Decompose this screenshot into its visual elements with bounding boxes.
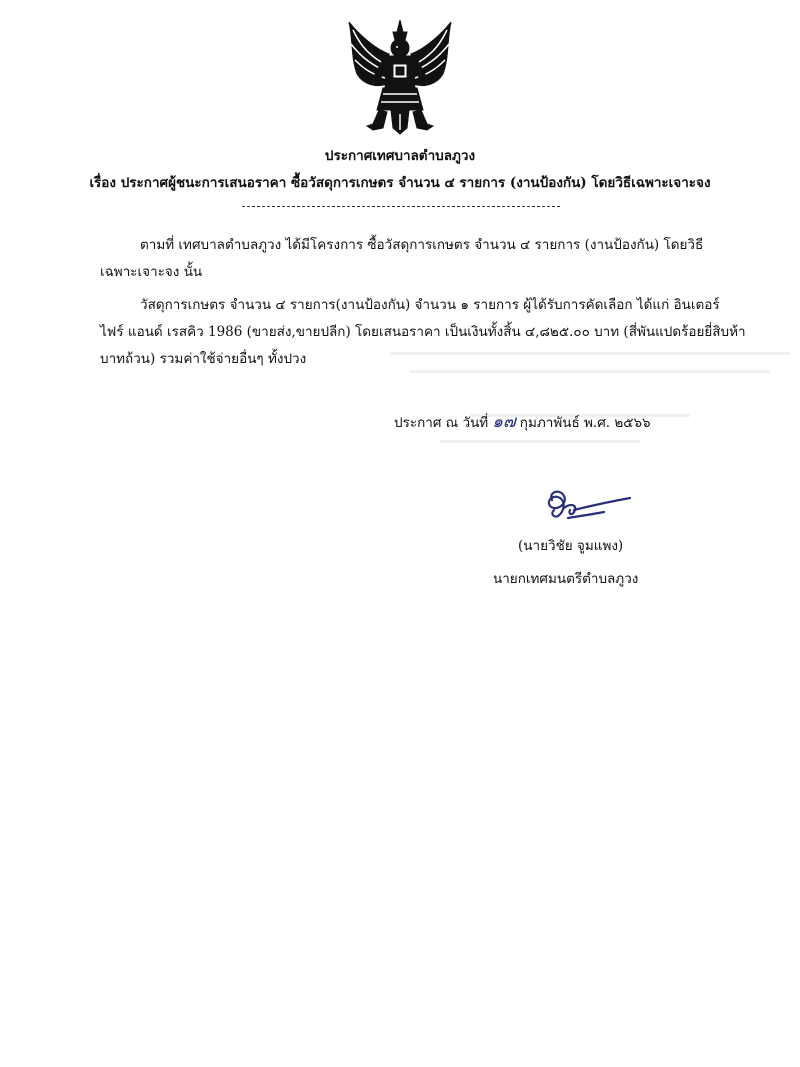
announcement-date <box>394 408 651 435</box>
signer-name: (นายวิชัย จูมแพง) <box>518 538 624 554</box>
date-day-handwritten: ๑๗ <box>492 412 516 432</box>
document-title: ประกาศเทศบาลตำบลภูวง <box>324 148 476 164</box>
body-line-1: ตามที่ เทศบาลตำบลภูวง ได้มีโครงการ ซื้อวัสดุการเกษตร จำนวน ๔ รายการ (งานป้องกัน) โดยวิธี <box>140 237 704 253</box>
signer-position: นายกเทศมนตรีตำบลภูวง <box>493 571 639 587</box>
title-divider <box>242 206 560 207</box>
document-subject: เรื่อง ประกาศผู้ชนะการเสนอราคา ซื้อวัสดุการเกษตร จำนวน ๔ รายการ (งานป้องกัน) โดยวิธีเฉพาะเจาะจง <box>89 175 711 191</box>
garuda-emblem-icon <box>343 18 457 136</box>
body-line-3: วัสดุการเกษตร จำนวน ๔ รายการ(งานป้องกัน) จำนวน ๑ รายการ ผู้ได้รับการคัดเลือก ได้แก่ อินเตอร์ <box>140 297 720 313</box>
body-line-4: ไฟร์ แอนด์ เรสคิว 1986 (ขายส่ง,ขายปลีก) โดยเสนอราคา เป็นเงินทั้งสิ้น ๔,๘๒๕.๐๐ บาท (สี่พันแปดร้อยยี่สิบห้า <box>100 324 746 340</box>
date-prefix: ประกาศ ณ วันที่ <box>394 415 489 431</box>
date-month-year: กุมภาพันธ์ พ.ศ. ๒๕๖๖ <box>519 415 651 431</box>
body-line-2: เฉพาะเจาะจง นั้น <box>100 264 203 280</box>
body-line-5: บาทถ้วน) รวมค่าใช้จ่ายอื่นๆ ทั้งปวง <box>100 351 307 367</box>
signature-icon <box>538 482 634 526</box>
